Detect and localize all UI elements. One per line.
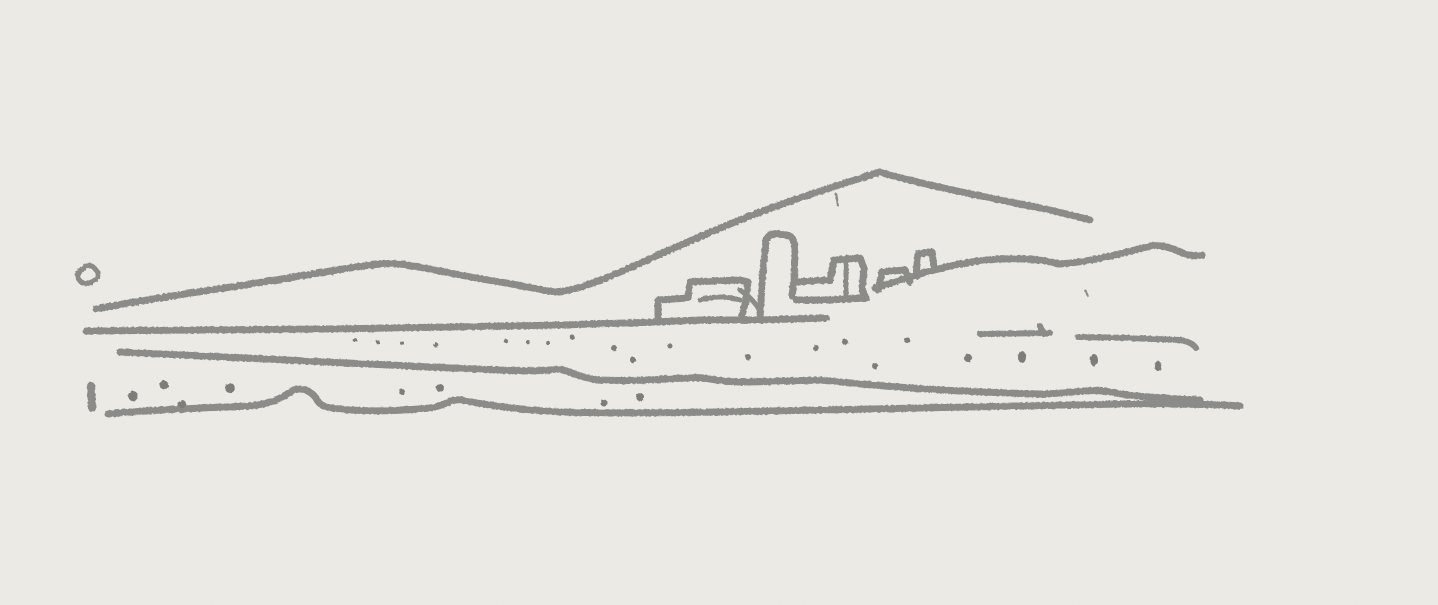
left-vertical-mark (91, 386, 92, 408)
town-ground-line (655, 318, 826, 322)
